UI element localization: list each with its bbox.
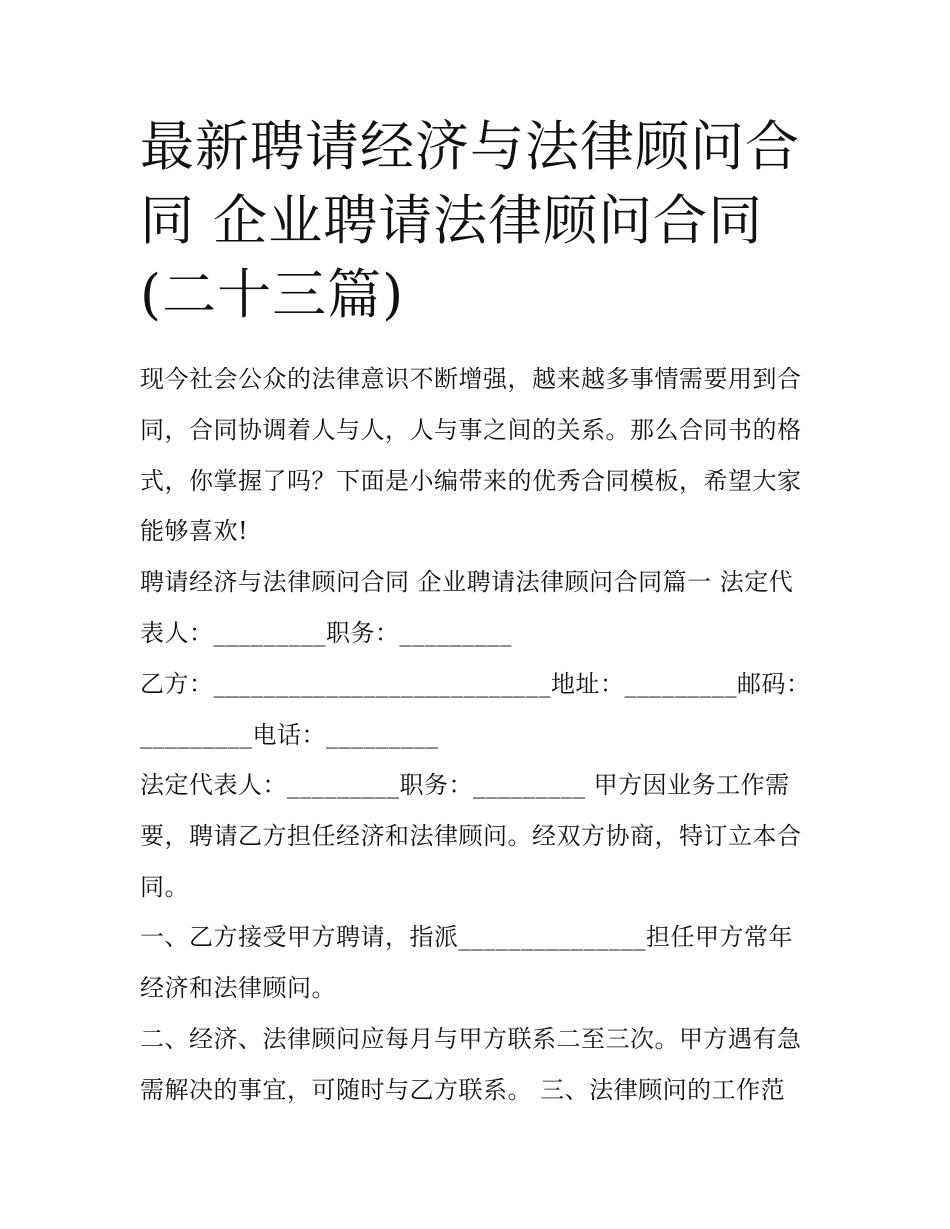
body-line: 二、经济、法律顾问应每月与甲方联系二至三次。甲方遇有急 bbox=[140, 1025, 802, 1053]
body-line: 经济和法律顾问。 bbox=[140, 974, 336, 1002]
body-line: 一、乙方接受甲方聘请，指派_______________担任甲方常年 bbox=[140, 923, 793, 951]
body-line: 乙方：___________________________地址：_________邮码： bbox=[140, 670, 811, 698]
body-line: 需解决的事宜，可随时与乙方联系。 三、法律顾问的工作范 bbox=[140, 1076, 786, 1104]
body-line: 表人：_________职务：_________ bbox=[140, 619, 512, 647]
body-line: 要，聘请乙方担任经济和法律顾问。经双方协商，特订立本合 bbox=[140, 822, 802, 850]
body-line: _________电话：_________ bbox=[140, 721, 439, 749]
body-line: 式，你掌握了吗？下面是小编带来的优秀合同模板，希望大家 bbox=[140, 467, 802, 495]
body-line: 能够喜欢! bbox=[140, 517, 249, 545]
body-line: 现今社会公众的法律意识不断增强，越来越多事情需要用到合 bbox=[140, 365, 802, 393]
body-line: 聘请经济与法律顾问合同 企业聘请法律顾问合同篇一 法定代 bbox=[140, 568, 794, 596]
body-line: 法定代表人：_________职务：_________ 甲方因业务工作需 bbox=[140, 771, 790, 799]
document-title: 最新聘请经济与法律顾问合同 企业聘请法律顾问合同(二十三篇) bbox=[140, 115, 800, 326]
body-line: 同。 bbox=[140, 873, 189, 901]
body-line: 同，合同协调着人与人，人与事之间的关系。那么合同书的格 bbox=[140, 416, 802, 444]
